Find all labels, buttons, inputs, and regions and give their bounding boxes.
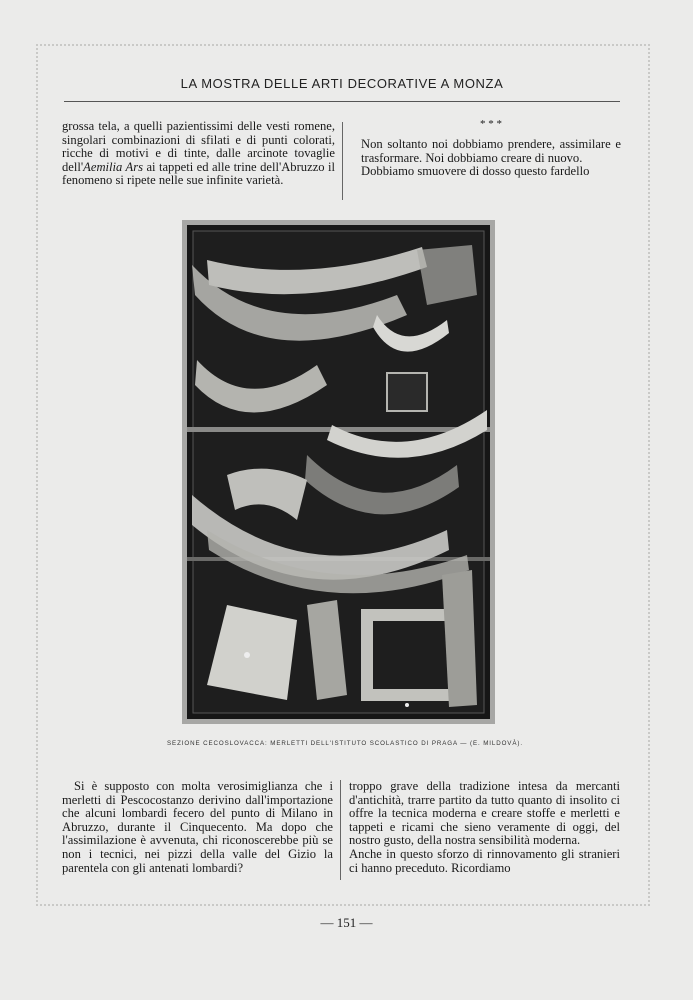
- bottom-right-paragraph-1: troppo grave della tradizione intesa da mercanti d'antichità, trarre partito da tutto quanto di insolito ci offre la tecnica moderna e creare stoffe e merletti e tappeti e ricami che sieno veramente di oggi, del nostro gusto, della nostra sensibilità moderna.: [349, 779, 620, 848]
- italic-title: Aemilia Ars: [83, 159, 144, 174]
- bottom-right-column: [349, 780, 620, 875]
- bottom-left-paragraph: Si è supposto con molta verosimiglianza che i merletti di Pescocostanzo derivino dall'importazione che alcuni lombardi fecero del punto di Milano in Abruzzo, durante il Cinquecento. Ma dopo che l'assimilazione è avvenuta, chi riconoscerebbe più se non i tecnici, nei pizzi della valle del Gizio la parentela con gli antenati lombardi?: [62, 779, 333, 875]
- text-after-italic: ai tappeti ed alle trine dell'Abruzzo il fenomeno si ripete nelle sue infinite varietà.: [62, 159, 335, 188]
- column-divider-top: [342, 122, 343, 200]
- section-break-asterisks: * * *: [480, 118, 502, 130]
- top-left-paragraph: [62, 120, 335, 188]
- page-number: — 151 —: [320, 915, 373, 930]
- text-before-italic: grossa tela, a quelli pazientissimi delle vesti romene, singolari combinazioni di sfilati e di punti colorati, ricche di motivi e di tinte, dalle arcinote tovaglie dell': [62, 119, 335, 174]
- running-header: LA MOSTRA DELLE ARTI DECORATIVE A MONZA: [180, 76, 504, 91]
- figure-caption: SEZIONE CECOSLOVACCA: MERLETTI DELL'ISTITUTO SCOLASTICO DI PRAGA — (E. MILDOVÀ).: [167, 740, 523, 747]
- top-right-column: [361, 120, 621, 179]
- top-right-paragraph-2: Dobbiamo smuovere di dosso questo fardello: [361, 164, 590, 179]
- lace-display-photograph: [182, 220, 495, 724]
- header-rule: [64, 101, 620, 102]
- top-left-column: [62, 120, 335, 188]
- bottom-right-paragraph-2: Anche in questo sforzo di rinnovamento gli stranieri ci hanno preceduto. Ricordiamo: [349, 846, 620, 875]
- column-divider-bottom: [340, 780, 341, 880]
- lace-illustration: [187, 225, 490, 719]
- bottom-left-column: [62, 780, 333, 875]
- top-right-paragraph-1: Non soltanto noi dobbiamo prendere, assimilare e trasformare. Noi dobbiamo creare di nuovo.: [361, 137, 621, 165]
